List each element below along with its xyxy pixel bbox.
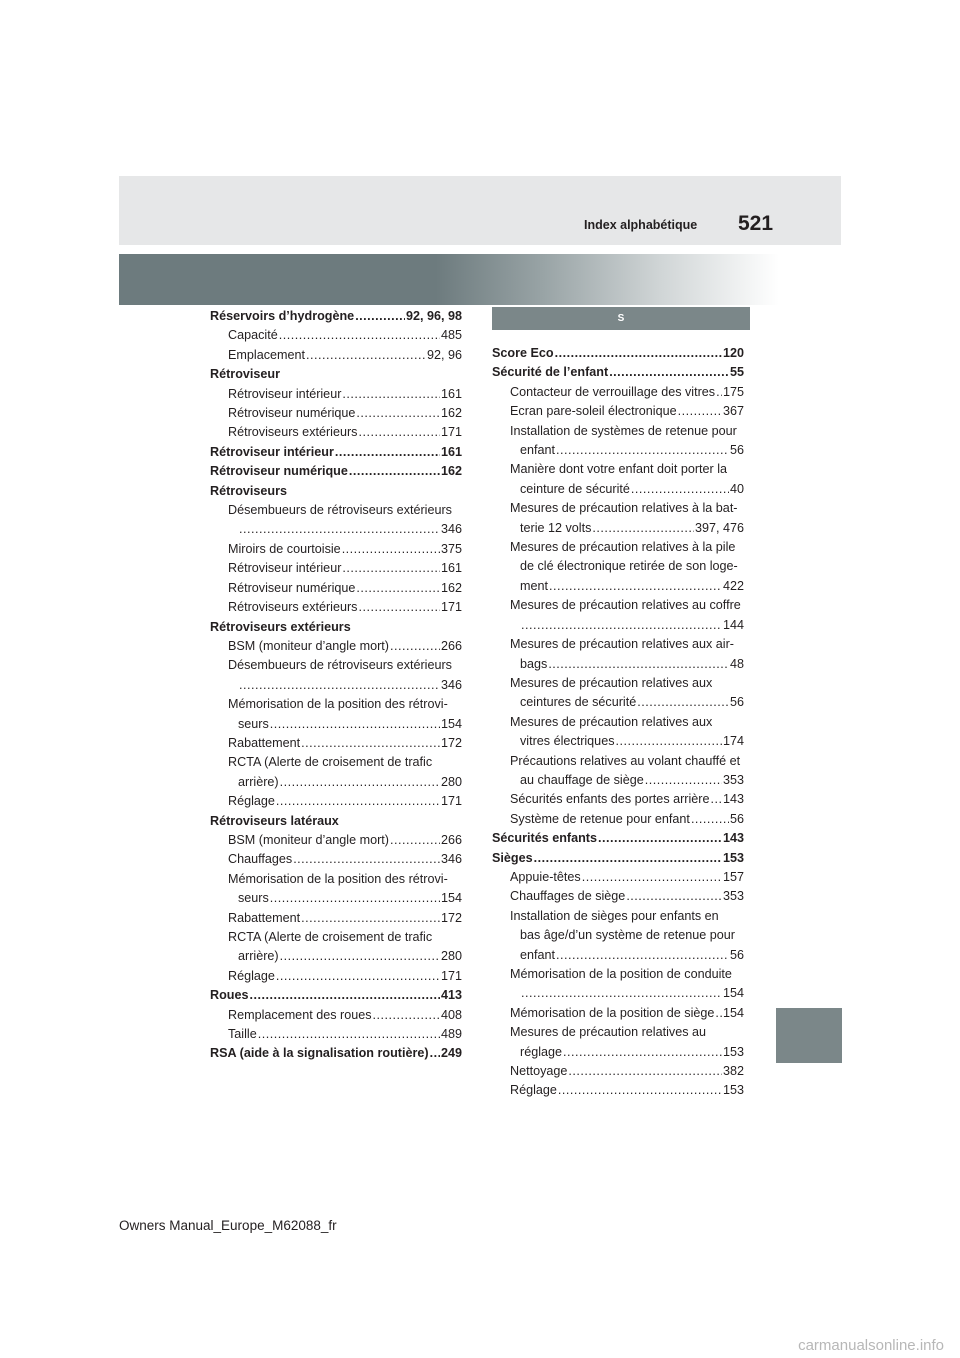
index-entry <box>210 443 462 462</box>
entry-label: Mesures de précaution relatives au coffre <box>510 598 741 613</box>
leader-dots <box>356 404 440 423</box>
index-entry <box>210 598 462 617</box>
entry-page: 40 <box>729 481 744 496</box>
entry-label: BSM (moniteur d’angle mort) <box>228 832 389 847</box>
entry-page: 375 <box>440 541 462 556</box>
index-entry <box>210 656 462 675</box>
entry-page: 280 <box>440 774 462 789</box>
entry-label: bas âge/d’un système de retenue pour <box>520 928 735 943</box>
leader-dots <box>430 1044 440 1063</box>
index-entry <box>210 579 462 598</box>
leader-dots <box>349 462 440 481</box>
entry-label: Sécurités enfants des portes arrière <box>510 792 710 807</box>
index-entry <box>492 519 744 538</box>
leader-dots <box>279 326 440 345</box>
index-entry <box>492 344 744 363</box>
entry-page: 161 <box>440 386 462 401</box>
entry-page: 161 <box>440 444 462 459</box>
entry-label: Rétroviseur numérique <box>210 464 348 479</box>
entry-label: Remplacement des roues <box>228 1007 372 1022</box>
leader-dots <box>616 732 722 751</box>
index-entry <box>492 1062 744 1081</box>
leader-dots <box>280 773 440 792</box>
entry-page: 157 <box>722 869 744 884</box>
index-entry <box>492 635 744 654</box>
entry-label: Mesures de précaution relatives aux <box>510 675 713 690</box>
index-entry <box>210 773 462 792</box>
entry-label: arrière) <box>238 774 279 789</box>
index-entry <box>210 423 462 442</box>
index-entry <box>492 868 744 887</box>
header-band <box>119 254 779 305</box>
entry-label: Système de retenue pour enfant <box>510 811 690 826</box>
index-entry <box>492 713 744 732</box>
index-entry <box>210 618 462 637</box>
index-entry <box>492 1023 744 1042</box>
entry-label: Rétroviseurs extérieurs <box>210 619 351 634</box>
entry-page: 154 <box>722 986 744 1001</box>
entry-label: Rétroviseur <box>210 367 280 382</box>
leader-dots <box>555 344 722 363</box>
leader-dots <box>715 1004 722 1023</box>
entry-label: seurs <box>238 891 269 906</box>
entry-label: Sécurités enfants <box>492 831 597 846</box>
entry-page: 346 <box>440 522 462 537</box>
index-entry <box>210 812 462 831</box>
index-entry <box>210 385 462 404</box>
entry-label: Mémorisation de la position des rétrovi- <box>228 871 448 886</box>
index-entry <box>492 810 744 829</box>
index-entry <box>210 870 462 889</box>
index-entry <box>492 849 744 868</box>
index-entry <box>492 693 744 712</box>
leader-dots <box>711 790 722 809</box>
entry-label: Rabattement <box>228 910 301 925</box>
entry-label: Installation de systèmes de retenue pour <box>510 423 737 438</box>
index-entry <box>210 928 462 947</box>
entry-page: 413 <box>440 988 462 1003</box>
index-entry <box>492 557 744 576</box>
index-entry <box>210 831 462 850</box>
entry-label: Rétroviseurs <box>210 483 287 498</box>
leader-dots <box>716 383 722 402</box>
index-entry <box>492 790 744 809</box>
entry-label: Mesures de précaution relatives aux <box>510 714 713 729</box>
entry-label: seurs <box>238 716 269 731</box>
entry-page: 172 <box>440 910 462 925</box>
entry-label: Capacité <box>228 328 278 343</box>
index-entry <box>492 732 744 751</box>
index-column-right <box>492 307 744 1101</box>
index-entry <box>210 792 462 811</box>
entry-label: Réglage <box>228 968 275 983</box>
index-entry <box>210 1044 462 1063</box>
index-column-left <box>210 307 462 1064</box>
entry-page: 154 <box>440 716 462 731</box>
index-entry <box>210 520 462 539</box>
entry-label: Rétroviseur numérique <box>228 406 356 421</box>
leader-dots <box>558 1081 722 1100</box>
index-entry <box>492 402 744 421</box>
leader-dots <box>534 849 722 868</box>
entry-label: vitres électriques <box>520 734 615 749</box>
leader-dots <box>549 577 722 596</box>
entry-label: Rétroviseur intérieur <box>228 386 342 401</box>
index-entry <box>210 909 462 928</box>
entry-label: Emplacement <box>228 347 305 362</box>
leader-dots <box>358 598 440 617</box>
leader-dots <box>390 637 440 656</box>
entry-label: Chauffages <box>228 852 293 867</box>
leader-dots <box>358 423 440 442</box>
leader-dots <box>258 1025 440 1044</box>
index-entry <box>492 538 744 557</box>
entry-label: ceintures de sécurité <box>520 695 637 710</box>
entry-page: 266 <box>440 832 462 847</box>
index-entry <box>210 850 462 869</box>
entry-label: Rétroviseurs extérieurs <box>228 600 358 615</box>
entry-label: Rabattement <box>228 735 301 750</box>
index-entry <box>492 460 744 479</box>
entry-label: Mesures de précaution relatives au <box>510 1025 707 1040</box>
index-entry <box>210 501 462 520</box>
index-entry <box>492 577 744 596</box>
index-entry <box>492 771 744 790</box>
index-entry <box>210 676 462 695</box>
entry-page: 171 <box>440 600 462 615</box>
leader-dots <box>239 676 440 695</box>
entry-page: 162 <box>440 406 462 421</box>
index-entry <box>210 734 462 753</box>
entry-label: Rétroviseur numérique <box>228 580 356 595</box>
chapter-tab <box>776 1008 842 1063</box>
entry-label: enfant <box>520 947 556 962</box>
leader-dots <box>250 986 440 1005</box>
entry-label: Taille <box>228 1027 257 1042</box>
entry-page: 154 <box>722 1005 744 1020</box>
index-entry <box>210 482 462 501</box>
entry-page: 56 <box>729 811 744 826</box>
index-entry <box>492 887 744 906</box>
entry-label: réglage <box>520 1044 563 1059</box>
header-bar <box>119 176 841 245</box>
entry-label: Appuie-têtes <box>510 869 581 884</box>
index-entry <box>492 616 744 635</box>
entry-label: Ecran pare-soleil électronique <box>510 404 677 419</box>
leader-dots <box>521 616 722 635</box>
entry-label: Rétroviseurs latéraux <box>210 813 339 828</box>
entry-page: 143 <box>722 831 744 846</box>
entry-page: 171 <box>440 794 462 809</box>
index-entry <box>210 307 462 326</box>
index-entry <box>210 637 462 656</box>
leader-dots <box>637 693 729 712</box>
leader-dots <box>563 1043 722 1062</box>
entry-label: ment <box>520 578 548 593</box>
entry-label: Manière dont votre enfant doit porter la <box>510 462 728 477</box>
leader-dots <box>239 520 440 539</box>
leader-dots <box>355 307 405 326</box>
letter-heading: S <box>492 307 750 330</box>
entry-label: Sécurité de l’enfant <box>492 365 609 380</box>
entry-page: 55 <box>729 365 744 380</box>
entry-label: RCTA (Alerte de croisement de trafic <box>228 930 433 944</box>
index-entry <box>492 907 744 926</box>
leader-dots <box>356 579 440 598</box>
entry-label: Rétroviseur intérieur <box>228 561 342 576</box>
entry-page: 346 <box>440 677 462 692</box>
entry-label: Mesures de précaution relatives à la pile <box>510 540 736 555</box>
leader-dots <box>270 715 440 734</box>
index-entry <box>210 346 462 365</box>
leader-dots <box>521 984 722 1003</box>
entry-page: 249 <box>440 1046 462 1061</box>
entry-page: 397, 476 <box>694 520 744 535</box>
entry-label: Réglage <box>228 794 275 809</box>
entry-label: Contacteur de verrouillage des vitres <box>510 384 716 399</box>
entry-label: Réglage <box>510 1083 557 1098</box>
entry-label: au chauffage de siège <box>520 772 644 787</box>
leader-dots <box>568 1062 722 1081</box>
entry-label: arrière) <box>238 949 279 964</box>
leader-dots <box>306 346 426 365</box>
entry-page: 408 <box>440 1007 462 1022</box>
leader-dots <box>592 519 694 538</box>
entry-label: Sièges <box>492 850 533 865</box>
index-entry <box>492 1081 744 1100</box>
index-entry <box>492 480 744 499</box>
entry-page: 171 <box>440 425 462 440</box>
index-entry <box>210 753 462 772</box>
index-entry <box>492 946 744 965</box>
leader-dots <box>280 947 440 966</box>
entry-label: Précautions relatives au volant chauffé et <box>510 753 741 768</box>
entry-page: 353 <box>722 889 744 904</box>
entry-label: Installation de sièges pour enfants en <box>510 908 719 923</box>
entry-page: 489 <box>440 1027 462 1042</box>
leader-dots <box>373 1006 440 1025</box>
entry-page: 153 <box>722 850 744 865</box>
section-title: Index alphabétique <box>584 218 698 232</box>
entry-page: 382 <box>722 1064 744 1079</box>
entry-page: 56 <box>729 695 744 710</box>
index-entry <box>210 540 462 559</box>
index-entry <box>210 326 462 345</box>
index-entry <box>210 559 462 578</box>
index-entry <box>492 655 744 674</box>
leader-dots <box>335 443 440 462</box>
leader-dots <box>631 480 729 499</box>
entry-page: 422 <box>722 578 744 593</box>
entry-label: Mémorisation de la position de siège <box>510 1005 715 1020</box>
index-entry <box>210 365 462 384</box>
entry-label: BSM (moniteur d’angle mort) <box>228 638 389 653</box>
leader-dots <box>301 909 440 928</box>
entry-page: 346 <box>440 852 462 867</box>
entry-page: 153 <box>722 1083 744 1098</box>
leader-dots <box>342 540 440 559</box>
index-entries-right <box>492 344 744 1101</box>
leader-dots <box>301 734 440 753</box>
entry-label: enfant <box>520 443 556 458</box>
entry-label: bags <box>520 656 548 671</box>
entry-label: Miroirs de courtoisie <box>228 541 341 556</box>
entry-page: 162 <box>440 464 462 479</box>
index-entry <box>210 986 462 1005</box>
entry-page: 92, 96, 98 <box>405 309 462 323</box>
entry-label: terie 12 volts <box>520 520 592 535</box>
index-entry <box>210 462 462 481</box>
index-entry <box>210 404 462 423</box>
entry-page: 144 <box>722 617 744 632</box>
leader-dots <box>270 889 440 908</box>
index-entry <box>492 596 744 615</box>
leader-dots <box>342 559 440 578</box>
leader-dots <box>626 887 722 906</box>
leader-dots <box>276 792 440 811</box>
entry-label: Mesures de précaution relatives aux air- <box>510 637 734 652</box>
entry-page: 143 <box>722 792 744 807</box>
leader-dots <box>645 771 722 790</box>
leader-dots <box>342 385 440 404</box>
entry-page: 56 <box>729 947 744 962</box>
leader-dots <box>556 946 729 965</box>
index-entry <box>492 1004 744 1023</box>
leader-dots <box>691 810 729 829</box>
entry-label: Mémorisation de la position des rétrovi- <box>228 697 448 712</box>
index-entry <box>492 422 744 441</box>
entry-page: 174 <box>722 734 744 749</box>
footer-text: Owners Manual_Europe_M62088_fr <box>119 1218 337 1233</box>
index-entry <box>492 499 744 518</box>
index-entry <box>210 947 462 966</box>
entry-label: Désembueurs de rétroviseurs extérieurs <box>228 503 452 518</box>
entry-page: 153 <box>722 1044 744 1059</box>
leader-dots <box>598 829 722 848</box>
entry-label: Rétroviseurs extérieurs <box>228 425 358 440</box>
leader-dots <box>548 655 729 674</box>
entry-label: Roues <box>210 988 249 1003</box>
index-entry <box>492 829 744 848</box>
entry-page: 485 <box>440 328 462 343</box>
entry-label: de clé électronique retirée de son loge- <box>520 559 738 574</box>
entry-page: 154 <box>440 891 462 906</box>
index-entry <box>492 674 744 693</box>
entry-page: 172 <box>440 735 462 750</box>
entry-page: 280 <box>440 949 462 964</box>
index-entry <box>492 383 744 402</box>
leader-dots <box>390 831 440 850</box>
entry-label: Nettoyage <box>510 1064 568 1079</box>
entry-label: Désembueurs de rétroviseurs extérieurs <box>228 658 452 673</box>
leader-dots <box>276 967 440 986</box>
entry-label: Réservoirs d’hydrogène <box>210 309 355 323</box>
leader-dots <box>678 402 722 421</box>
index-entry <box>492 984 744 1003</box>
leader-dots <box>556 441 729 460</box>
index-entry <box>492 1043 744 1062</box>
entry-page: 171 <box>440 968 462 983</box>
entry-page: 175 <box>722 384 744 399</box>
entry-label: Score Eco <box>492 346 554 360</box>
entry-label: Chauffages de siège <box>510 889 626 904</box>
index-entry <box>210 967 462 986</box>
entry-label: ceinture de sécurité <box>520 481 630 496</box>
leader-dots <box>582 868 722 887</box>
entry-label: Rétroviseur intérieur <box>210 444 334 459</box>
entry-page: 92, 96 <box>426 347 462 362</box>
index-entry <box>492 926 744 945</box>
watermark: carmanualsonline.info <box>798 1337 944 1354</box>
page-number: 521 <box>738 212 774 235</box>
leader-dots <box>293 850 440 869</box>
entry-page: 266 <box>440 638 462 653</box>
index-entry <box>492 441 744 460</box>
index-entry <box>210 695 462 714</box>
index-entry <box>210 715 462 734</box>
entry-label: Mesures de précaution relatives à la bat- <box>510 501 738 516</box>
entry-page: 162 <box>440 580 462 595</box>
index-entry <box>492 965 744 984</box>
index-entries-left <box>210 307 462 1064</box>
index-entry <box>210 1025 462 1044</box>
entry-label: RCTA (Alerte de croisement de trafic <box>228 755 433 770</box>
entry-page: 120 <box>722 346 744 360</box>
entry-page: 161 <box>440 561 462 576</box>
entry-page: 56 <box>729 443 744 458</box>
index-entry <box>492 363 744 382</box>
index-entry <box>210 889 462 908</box>
entry-page: 353 <box>722 772 744 787</box>
leader-dots <box>609 363 729 382</box>
entry-page: 48 <box>729 656 744 671</box>
entry-label: Mémorisation de la position de conduite <box>510 967 732 981</box>
index-entry <box>210 1006 462 1025</box>
index-entry <box>492 752 744 771</box>
entry-page: 367 <box>722 404 744 419</box>
entry-label: RSA (aide à la signalisation routière) <box>210 1046 429 1061</box>
